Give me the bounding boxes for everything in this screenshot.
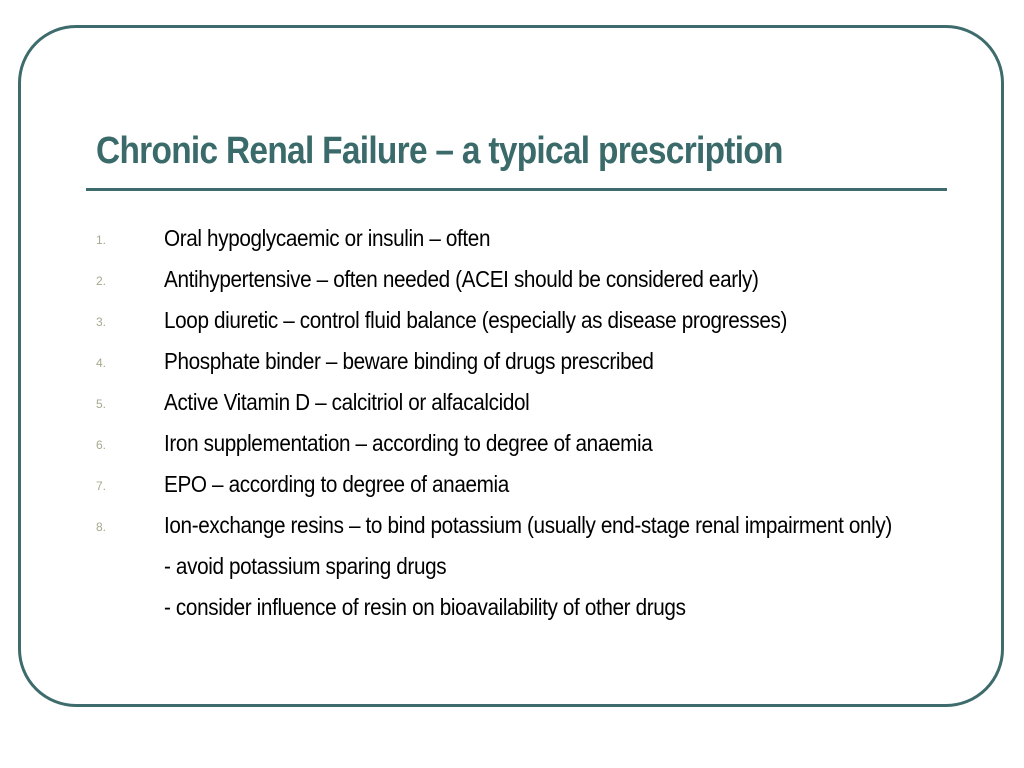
- list-item: [96, 306, 916, 334]
- sub-point: [96, 552, 916, 580]
- slide-title: Chronic Renal Failure – a typical prescription: [96, 130, 783, 172]
- sub-point: [96, 593, 916, 621]
- item-number: 3.: [96, 315, 107, 329]
- item-number: 2.: [96, 274, 107, 288]
- item-text: Phosphate binder – beware binding of drugs prescribed: [164, 348, 654, 374]
- list-item: [96, 429, 916, 457]
- sub-point-text: - consider influence of resin on bioavailability of other drugs: [164, 594, 686, 620]
- item-text: Antihypertensive – often needed (ACEI should be considered early): [164, 266, 759, 292]
- item-text: Loop diuretic – control fluid balance (especially as disease progresses): [164, 307, 788, 333]
- item-number: 8.: [96, 520, 107, 534]
- item-number: 6.: [96, 438, 107, 452]
- list-item: [96, 224, 916, 252]
- list-item: [96, 511, 916, 539]
- list-item: [96, 388, 916, 416]
- item-text: Active Vitamin D – calcitriol or alfacalcidol: [164, 389, 530, 415]
- title-underline: [86, 188, 947, 191]
- item-number: 4.: [96, 356, 107, 370]
- sub-point-text: - avoid potassium sparing drugs: [164, 553, 447, 579]
- item-number: 7.: [96, 479, 107, 493]
- item-number: 5.: [96, 397, 107, 411]
- item-text: Oral hypoglycaemic or insulin – often: [164, 225, 491, 251]
- item-text: EPO – according to degree of anaemia: [164, 471, 509, 497]
- list-item: [96, 347, 916, 375]
- item-text: Iron supplementation – according to degree of anaemia: [164, 430, 653, 456]
- item-number: 1.: [96, 233, 107, 247]
- prescription-list: [96, 224, 916, 634]
- item-text: Ion-exchange resins – to bind potassium (usually end-stage renal impairment only): [164, 512, 892, 538]
- list-item: [96, 265, 916, 293]
- list-item: [96, 470, 916, 498]
